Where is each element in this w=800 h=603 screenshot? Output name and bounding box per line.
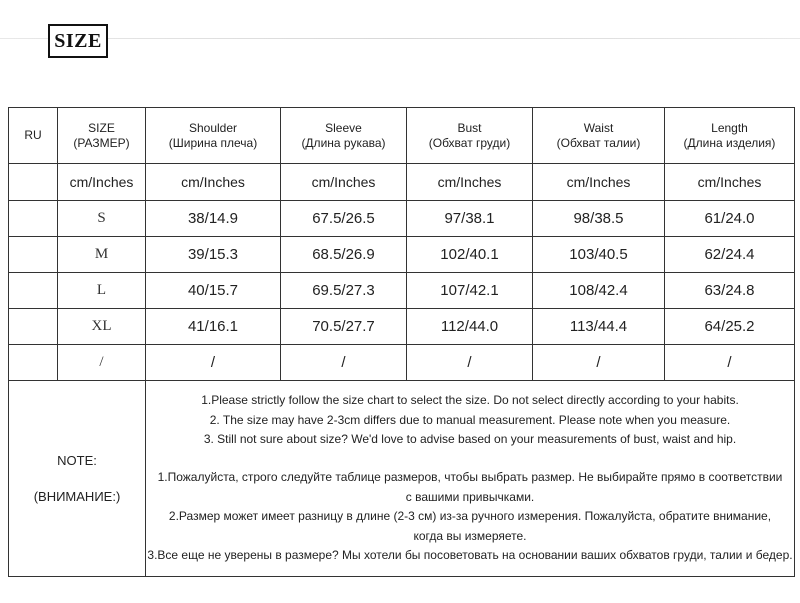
sleeve-cell: 70.5/27.7 (281, 309, 407, 345)
bust-cell: 107/42.1 (407, 273, 533, 309)
bust-cell: 112/44.0 (407, 309, 533, 345)
ru-cell (9, 201, 58, 237)
note-line-ru: когда вы измеряете. (413, 528, 527, 543)
header-ru-label: RU (24, 128, 42, 142)
note-label-cell (9, 381, 146, 577)
note-line-ru: 1.Пожалуйста, строго следуйте таблице размеров, чтобы выбрать размер. Не выбирайте прямо в соответствии (157, 469, 783, 484)
header-sleeve-label: Sleeve (325, 120, 362, 135)
note-spacer (146, 450, 794, 468)
header-shoulder (146, 108, 281, 164)
length-cell: 63/24.8 (665, 273, 795, 309)
bust-cell: / (407, 345, 533, 381)
ru-cell (9, 273, 58, 309)
length-cell: 61/24.0 (665, 201, 795, 237)
note-line-en: 2. The size may have 2-3cm differs due to manual measurement. Please note when you measure. (209, 412, 731, 427)
waist-cell: 103/40.5 (533, 237, 665, 273)
shoulder-cell: 39/15.3 (146, 237, 281, 273)
unit-cell: cm/Inches (665, 164, 795, 201)
header-shoulder-label: Shoulder (188, 120, 238, 135)
header-waist-sub: (Обхват талии) (556, 135, 641, 150)
waist-cell: / (533, 345, 665, 381)
bust-cell: 97/38.1 (407, 201, 533, 237)
note-line-ru: 2.Размер может имеет разницу в длине (2-3 см) из-за ручного измерения. Пожалуйста, обратите внимание, (168, 509, 772, 524)
shoulder-cell: / (146, 345, 281, 381)
sleeve-cell: 68.5/26.9 (281, 237, 407, 273)
waist-cell: 108/42.4 (533, 273, 665, 309)
note-text-cell (146, 381, 795, 577)
sleeve-cell: 69.5/27.3 (281, 273, 407, 309)
unit-cell: cm/Inches (281, 164, 407, 201)
waist-cell: 113/44.4 (533, 309, 665, 345)
table-row (9, 309, 795, 345)
unit-cell: cm/Inches (407, 164, 533, 201)
header-bust-label: Bust (457, 120, 482, 135)
table-row (9, 237, 795, 273)
header-shoulder-sub: (Ширина плеча) (168, 135, 258, 150)
note-line-ru: с вашими привычками. (405, 489, 535, 504)
header-waist-label: Waist (583, 120, 614, 135)
note-label-en: NOTE: (57, 452, 97, 468)
table-row (9, 273, 795, 309)
header-size-label: SIZE (88, 120, 115, 135)
size-chart-table (8, 107, 795, 577)
table-row (9, 345, 795, 381)
size-cell: S (58, 201, 146, 237)
size-logo: SIZE (48, 24, 108, 58)
note-line-en: 1.Please strictly follow the size chart to select the size. Do not select directly according to your habits. (201, 393, 739, 408)
header-waist (533, 108, 665, 164)
note-label-ru: (ВНИМАНИЕ:) (33, 488, 121, 504)
note-line-en: 3. Still not sure about size? We'd love to advise based on your measurements of bust, waist and hip. (203, 432, 737, 447)
sleeve-cell: 67.5/26.5 (281, 201, 407, 237)
note-line-ru: 3.Все еще не уверены в размере? Мы хотели бы посоветовать на основании ваших обхватов груди, талии и бедер. (147, 548, 793, 563)
shoulder-cell: 38/14.9 (146, 201, 281, 237)
header-length-label: Length (711, 120, 748, 135)
size-cell: L (58, 273, 146, 309)
table-row (9, 201, 795, 237)
sleeve-cell: / (281, 345, 407, 381)
header-length (665, 108, 795, 164)
unit-cell (9, 164, 58, 201)
ru-cell (9, 309, 58, 345)
unit-cell: cm/Inches (58, 164, 146, 201)
header-sleeve (281, 108, 407, 164)
length-cell: 62/24.4 (665, 237, 795, 273)
size-cell: XL (58, 309, 146, 345)
header-row (9, 108, 795, 164)
ru-cell (9, 237, 58, 273)
header-length-sub: (Длина изделия) (683, 135, 776, 150)
size-cell: M (58, 237, 146, 273)
bust-cell: 102/40.1 (407, 237, 533, 273)
length-cell: 64/25.2 (665, 309, 795, 345)
unit-cell: cm/Inches (533, 164, 665, 201)
units-row (9, 164, 795, 201)
header-sleeve-sub: (Длина рукава) (301, 135, 386, 150)
header-size-sub: (РАЗМЕР) (73, 135, 130, 150)
header-size (58, 108, 146, 164)
size-cell: / (58, 345, 146, 381)
header-ru (9, 108, 58, 164)
header-bust-sub: (Обхват груди) (428, 135, 511, 150)
ru-cell (9, 345, 58, 381)
note-row (9, 381, 795, 577)
shoulder-cell: 40/15.7 (146, 273, 281, 309)
header-bust (407, 108, 533, 164)
unit-cell: cm/Inches (146, 164, 281, 201)
waist-cell: 98/38.5 (533, 201, 665, 237)
length-cell: / (665, 345, 795, 381)
shoulder-cell: 41/16.1 (146, 309, 281, 345)
top-divider (0, 38, 800, 39)
